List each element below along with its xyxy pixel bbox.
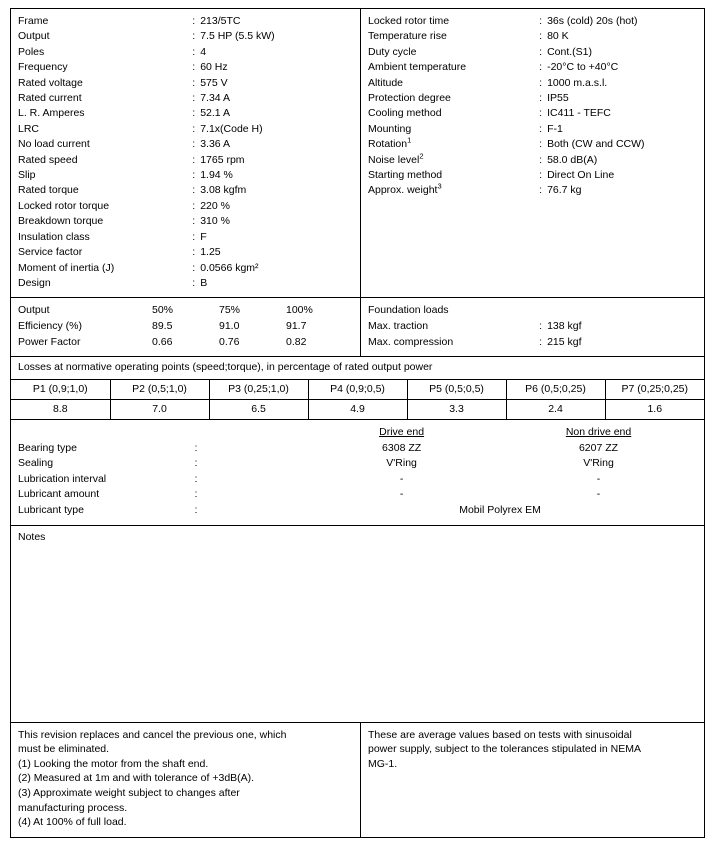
spec-value: IP55 [547, 92, 569, 105]
bearing-value-drive-end: - [399, 488, 404, 501]
foundation-compression-value: 215 kgf [547, 335, 582, 348]
spec-value: 80 K [547, 30, 569, 43]
loss-point-value: 2.4 [506, 400, 605, 420]
bearings-cell [11, 420, 705, 526]
efficiency-header-c3: 100% [286, 304, 313, 317]
spec-value: 4 [200, 45, 207, 58]
performance-row [11, 298, 705, 357]
spec-row [18, 91, 353, 106]
revision-note [11, 723, 360, 837]
spec-label: L. R. Amperes [18, 107, 85, 120]
spec-row [18, 60, 353, 75]
spec-row [368, 60, 697, 75]
foundation-traction-value: 138 kgf [547, 319, 582, 332]
colon: : [194, 441, 198, 454]
colon: : [192, 184, 196, 197]
spec-label: Rotation$^1$ [368, 135, 412, 151]
colon: : [194, 472, 198, 485]
bearings-header-row [18, 425, 697, 441]
spec-label: Rated current [18, 92, 82, 105]
spec-label: Mounting [368, 122, 412, 135]
spec-label: Rated torque [18, 184, 79, 197]
spec-value: 1.25 [200, 246, 221, 259]
spec-row [368, 153, 697, 168]
efficiency-table [18, 303, 353, 350]
spec-row [368, 106, 697, 121]
colon: : [192, 15, 196, 27]
bearing-label: Lubricant type [18, 504, 84, 517]
loss-point-value: 7.0 [110, 400, 209, 420]
spec-row [18, 230, 353, 245]
spec-value: 220 % [200, 199, 230, 212]
spec-label: Locked rotor time [368, 15, 450, 27]
footnote-marker: 2 [419, 151, 424, 161]
bearing-label: Lubricant amount [18, 488, 100, 501]
spec-label: Starting method [368, 169, 443, 182]
spec-value: Both (CW and CCW) [547, 138, 645, 151]
colon: : [192, 230, 196, 243]
efficiency-row-c2: 91.0 [219, 319, 240, 332]
colon: : [539, 61, 542, 74]
loss-point-header: P4 (0,9;0,5) [308, 380, 407, 400]
spec-row [18, 153, 353, 168]
non-drive-end-header: Non drive end [565, 426, 632, 439]
losses-cell [11, 357, 705, 420]
spec-value: F-1 [547, 122, 563, 135]
spec-value: 76.7 kg [547, 184, 582, 197]
footer-row [11, 722, 705, 837]
bearing-label: Lubrication interval [18, 472, 107, 485]
bearing-label: Bearing type [18, 441, 77, 454]
efficiency-cell [11, 298, 361, 357]
efficiency-row-c3: 91.7 [286, 319, 307, 332]
colon: : [539, 92, 542, 105]
tolerance-note [361, 723, 704, 779]
spec-row [18, 183, 353, 198]
note-line: MG-1. [368, 757, 398, 770]
foundation-cell [361, 298, 705, 357]
notes-label: Notes [18, 530, 46, 543]
bearing-value-span: Mobil Polyrex EM [459, 504, 541, 517]
spec-value: F [200, 230, 207, 243]
loss-point-value: 1.6 [605, 400, 704, 420]
table-row [18, 335, 353, 351]
right-specs-table [368, 14, 697, 199]
spec-value: 52.1 A [200, 107, 230, 120]
colon: : [192, 199, 196, 212]
spec-label: Locked rotor torque [18, 199, 110, 212]
powerfactor-row-name: Power Factor [18, 335, 81, 348]
spec-label: Output [18, 30, 50, 43]
spec-row [368, 14, 697, 29]
footer-left-cell [11, 722, 361, 837]
spec-row [368, 137, 697, 152]
spec-label: Approx. weight$^3$ [368, 181, 442, 197]
spec-row [368, 29, 697, 44]
spec-value: 7.1x(Code H) [200, 122, 263, 135]
loss-point-header: P2 (0,5;1,0) [110, 380, 209, 400]
spacer [18, 425, 195, 441]
spec-value: 3.36 A [200, 138, 230, 151]
spec-value: 1765 rpm [200, 153, 245, 166]
footnote-marker: 1 [407, 135, 412, 145]
bearing-value-non-drive-end: V'Ring [583, 457, 614, 470]
note-line: must be eliminated. [18, 743, 110, 756]
powerfactor-row-c2: 0.76 [219, 335, 240, 348]
colon: : [539, 76, 542, 89]
spec-row [368, 168, 697, 183]
spec-value: 575 V [200, 76, 228, 89]
bearings-table [18, 425, 697, 519]
spec-label: Temperature rise [368, 30, 447, 43]
notes-cell [11, 525, 705, 722]
losses-header-row [11, 380, 704, 400]
spec-value: 7.5 HP (5.5 kW) [200, 30, 275, 43]
spec-label: Ambient temperature [368, 61, 467, 74]
bearing-value-drive-end: V'Ring [386, 457, 417, 470]
colon: : [192, 92, 196, 105]
spec-row [368, 76, 697, 91]
spec-label: Altitude [368, 76, 404, 89]
spec-row [368, 122, 697, 137]
colon: : [539, 319, 542, 332]
spec-row [18, 106, 353, 121]
efficiency-header-c1: 50% [152, 304, 174, 317]
drive-end-header: Drive end [379, 426, 425, 439]
colon: : [539, 30, 542, 43]
colon: : [192, 138, 196, 151]
spec-row [18, 199, 353, 214]
colon: : [539, 45, 542, 58]
colon: : [192, 76, 196, 89]
colon: : [192, 261, 196, 274]
colon: : [539, 153, 542, 166]
left-specs-cell [11, 9, 361, 298]
note-line: (3) Approximate weight subject to changes after [18, 787, 240, 800]
colon: : [194, 488, 198, 501]
spec-label: Slip [18, 169, 36, 182]
spec-label: Protection degree [368, 92, 451, 105]
losses-values-row [11, 400, 704, 420]
table-row [18, 487, 697, 503]
spec-value: -20°C to +40°C [547, 61, 619, 74]
colon: : [192, 169, 196, 182]
spec-label: Frequency [18, 61, 68, 74]
bearing-label: Sealing [18, 457, 54, 470]
bearing-value-non-drive-end: - [596, 472, 601, 485]
spec-row [18, 168, 353, 183]
spec-label: Moment of inertia (J) [18, 261, 115, 274]
powerfactor-row-c3: 0.82 [286, 335, 307, 348]
colon: : [192, 215, 196, 228]
spec-label: Rated speed [18, 153, 78, 166]
efficiency-row-name: Efficiency (%) [18, 319, 82, 332]
spec-label: Breakdown torque [18, 215, 104, 228]
table-row [18, 319, 353, 335]
spec-value: 213/5TC [200, 15, 241, 27]
spec-row [368, 45, 697, 60]
bearing-value-drive-end: - [399, 472, 404, 485]
note-line: manufacturing process. [18, 801, 128, 814]
spec-value: Direct On Line [547, 169, 615, 182]
spec-row [18, 214, 353, 229]
table-row [18, 441, 697, 457]
spec-label: Frame [18, 15, 49, 27]
spec-row [18, 261, 353, 276]
spec-value: 0.0566 kgm² [200, 261, 259, 274]
spec-value: 3.08 kgfm [200, 184, 247, 197]
spec-label: Rated voltage [18, 76, 83, 89]
spec-row [18, 14, 353, 29]
loss-point-header: P7 (0,25;0,25) [605, 380, 704, 400]
losses-table [11, 379, 704, 419]
spacer [195, 425, 304, 441]
loss-point-header: P1 (0,9;1,0) [11, 380, 110, 400]
spec-label: No load current [18, 138, 90, 151]
spec-label: Poles [18, 45, 45, 58]
note-line: (4) At 100% of full load. [18, 816, 127, 829]
spec-label: Cooling method [368, 107, 442, 120]
note-line: power supply, subject to the tolerances stipulated in NEMA [368, 743, 641, 756]
bearings-row [11, 420, 705, 526]
loss-point-header: P3 (0,25;1,0) [209, 380, 308, 400]
bearing-value-non-drive-end: - [596, 488, 601, 501]
spec-value: 7.34 A [200, 92, 230, 105]
loss-point-value: 8.8 [11, 400, 110, 420]
spec-label: Noise level$^2$ [368, 151, 424, 166]
colon: : [192, 153, 196, 166]
colon: : [192, 30, 196, 43]
footer-right-cell [361, 722, 705, 837]
spec-value: B [200, 276, 208, 289]
right-specs-cell [361, 9, 705, 298]
table-row [368, 319, 697, 335]
bearing-value-drive-end: 6308 ZZ [382, 441, 422, 454]
notes-row [11, 525, 705, 722]
foundation-title-row [368, 303, 697, 319]
foundation-title: Foundation loads [368, 304, 449, 317]
spec-label: Design [18, 276, 51, 289]
efficiency-header-row [18, 303, 353, 319]
loss-point-value: 3.3 [407, 400, 506, 420]
spec-value: 58.0 dB(A) [547, 153, 598, 166]
spec-row [18, 137, 353, 152]
table-row [368, 335, 697, 351]
colon: : [539, 184, 542, 197]
loss-point-header: P6 (0,5;0,25) [506, 380, 605, 400]
loss-point-value: 6.5 [209, 400, 308, 420]
note-line: (1) Looking the motor from the shaft end. [18, 757, 209, 770]
colon: : [539, 107, 542, 120]
colon: : [192, 61, 196, 74]
colon: : [539, 15, 542, 27]
colon: : [194, 504, 198, 517]
efficiency-row-c1: 89.5 [152, 319, 173, 332]
foundation-compression-label: Max. compression [368, 335, 454, 348]
left-specs-table [18, 14, 353, 291]
spec-value: 36s (cold) 20s (hot) [547, 15, 638, 27]
efficiency-header-name: Output [18, 304, 50, 317]
foundation-table [368, 303, 697, 350]
note-line: This revision replaces and cancel the previous one, which [18, 728, 287, 741]
spec-value: IC411 - TEFC [547, 107, 611, 120]
note-line: These are average values based on tests with sinusoidal [368, 728, 632, 741]
colon: : [539, 169, 542, 182]
colon: : [192, 276, 196, 289]
bearing-value-non-drive-end: 6207 ZZ [578, 441, 619, 454]
spec-row [18, 29, 353, 44]
spec-label: Duty cycle [368, 45, 417, 58]
spec-value: 310 % [200, 215, 230, 228]
colon: : [539, 122, 542, 135]
colon: : [192, 246, 196, 259]
table-row [18, 472, 697, 488]
losses-row [11, 357, 705, 420]
datasheet-table [10, 8, 705, 838]
spec-row [18, 45, 353, 60]
spec-row [368, 91, 697, 106]
colon: : [539, 138, 542, 151]
efficiency-header-c2: 75% [219, 304, 241, 317]
spec-label: LRC [18, 122, 40, 135]
colon: : [192, 122, 196, 135]
foundation-traction-label: Max. traction [368, 319, 429, 332]
losses-title: Losses at normative operating points (speed;torque), in percentage of rated output power [18, 361, 433, 374]
powerfactor-row-c1: 0.66 [152, 335, 173, 348]
colon: : [539, 335, 542, 348]
spec-row [18, 245, 353, 260]
spec-row [18, 276, 353, 291]
table-row [18, 503, 697, 519]
table-row [18, 456, 697, 472]
note-line: (2) Measured at 1m and with tolerance of +3dB(A). [18, 772, 255, 785]
colon: : [192, 107, 196, 120]
spec-value: 60 Hz [200, 61, 228, 74]
spec-value: 1000 m.a.s.l. [547, 76, 608, 89]
spec-label: Service factor [18, 246, 83, 259]
specs-row [11, 9, 705, 298]
footnote-marker: 3 [437, 181, 442, 191]
loss-point-header: P5 (0,5;0,5) [407, 380, 506, 400]
spec-label: Insulation class [18, 230, 90, 243]
spec-value: Cont.(S1) [547, 45, 593, 58]
spec-row [18, 76, 353, 91]
loss-point-value: 4.9 [308, 400, 407, 420]
spec-value: 1.94 % [200, 169, 233, 182]
colon: : [194, 457, 198, 470]
spec-row [368, 183, 697, 198]
spec-row [18, 122, 353, 137]
colon: : [192, 45, 196, 58]
